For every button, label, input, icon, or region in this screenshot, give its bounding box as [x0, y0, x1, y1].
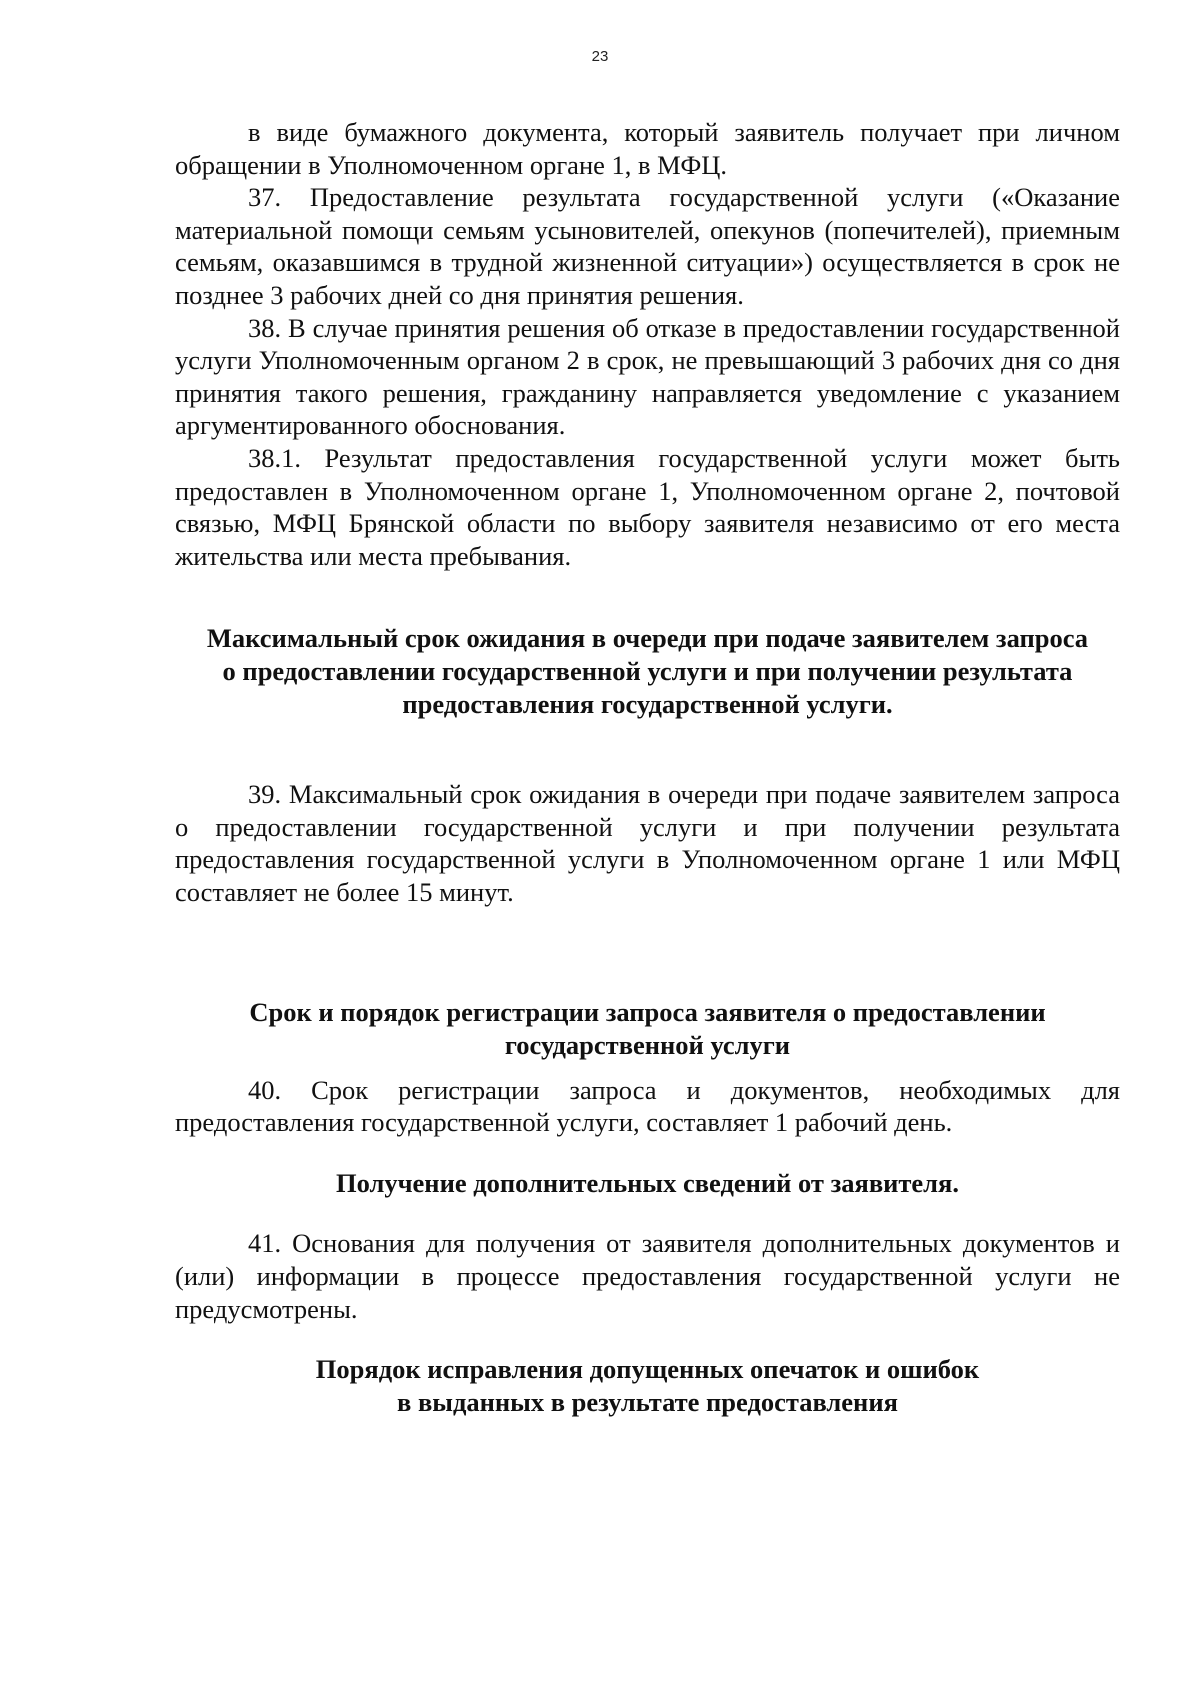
paragraph-37: 37. Предоставление результата государственной услуги («Оказание материальной помощи семьям усыновителей, опекунов (попечителей), приемным семьям, оказавшимся в трудной жизненной ситуации») осуществляется в срок не позднее 3 рабочих дней со дня принятия решения. [175, 182, 1120, 310]
paragraph-41: 41. Основания для получения от заявителя дополнительных документов и (или) информации в процессе предоставления государственной услуги не предусмотрены. [175, 1228, 1120, 1324]
heading-queue-line-3: предоставления государственной услуги. [402, 688, 893, 719]
spacer [175, 1325, 1120, 1353]
spacer [175, 572, 1120, 622]
spacer [175, 720, 1120, 778]
spacer [175, 1139, 1120, 1167]
heading-registration-line-1: Срок и порядок регистрации запроса заявителя о предоставлении [249, 997, 1046, 1028]
paragraph-continuation: в виде бумажного документа, который заявитель получает при личном обращении в Уполномоченном органе 1, в МФЦ. [175, 117, 1120, 180]
paragraph-38: 38. В случае принятия решения об отказе в предоставлении государственной услуги Уполномоченным органом 2 в срок, не превышающий 3 рабочих дня со дня принятия такого решения, гражданину направляется уведомление с указанием аргументированного обоснования. [175, 312, 1120, 441]
heading-corrections-line-2: в выданных в результате предоставления [397, 1386, 898, 1417]
paragraph-39: 39. Максимальный срок ожидания в очереди при подаче заявителем запроса о предоставлении государственной услуги и при получении результата предоставления государственной услуги в Уполномоченном органе 1 или МФЦ составляет не более 15 минут. [175, 779, 1120, 907]
paragraph-38-1: 38.1. Результат предоставления государственной услуги может быть предоставлен в Уполномоченном органе 1, Уполномоченном органе 2, почтовой связью, МФЦ Брянской области по выбору заявителя независимо от его места жительства или места пребывания. [175, 442, 1120, 571]
heading-queue [175, 622, 1120, 720]
heading-queue-line-2: о предоставлении государственной услуги и при получении результата [222, 655, 1073, 686]
paragraph-40: 40. Срок регистрации запроса и документов, необходимых для предоставления государственной услуги, составляет 1 рабочий день. [175, 1074, 1120, 1138]
heading-additional-info: Получение дополнительных сведений от заявителя. [335, 1167, 960, 1198]
document-body [175, 116, 1120, 1418]
heading-registration [175, 996, 1120, 1061]
spacer [175, 1199, 1120, 1227]
spacer [175, 908, 1120, 996]
heading-corrections-line-1: Порядок исправления допущенных опечаток и ошибок [315, 1354, 980, 1385]
heading-registration-line-2: государственной услуги [504, 1030, 791, 1061]
spacer [175, 1062, 1120, 1074]
page-number: 23 [591, 48, 609, 65]
heading-queue-line-1: Максимальный срок ожидания в очереди при подаче заявителем запроса [206, 623, 1089, 654]
heading-corrections [175, 1353, 1120, 1418]
